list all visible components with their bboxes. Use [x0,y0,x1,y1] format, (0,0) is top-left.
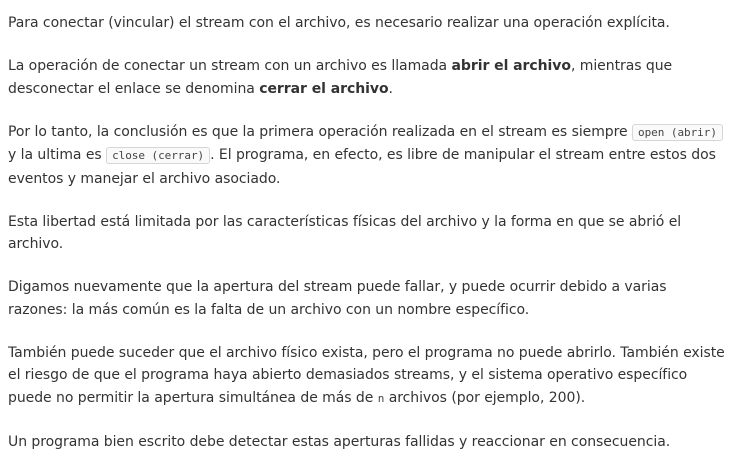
paragraph-well-written-program [8,431,726,454]
paragraph-text: También puede suceder que el archivo físico exista, pero el programa no puede abrirlo. También existe el riesgo de que el programa haya abierto demasiados streams, y el sistema operativo específico puede no permitir la apertura simultánea de más de [8,344,725,406]
paragraph-text: Para conectar (vincular) el stream con el archivo, es necesario realizar una operación explícita. [8,15,670,31]
paragraph-text: y la ultima es [8,147,107,163]
paragraph-text: . [388,80,393,97]
paragraph-open-close-definition [8,55,726,100]
code-close: close (cerrar) [106,147,210,164]
paragraph-too-many-streams [8,342,726,411]
paragraph-freedom-limited [8,211,726,256]
paragraph-text: La operación de conectar un stream con un archivo es llamada [8,58,452,74]
paragraph-open-may-fail [8,276,726,321]
paragraph-text: archivos (por ejemplo, 200). [384,389,586,406]
lesson-content [0,12,734,453]
paragraph-connect-stream [8,12,726,35]
paragraph-text: Un programa bien escrito debe detectar estas aperturas fallidas y reaccionar en consecuencia. [8,433,671,450]
code-n: n [377,391,385,405]
term-open-file: abrir el archivo [451,58,571,74]
paragraph-text: . El programa, en efecto, es libre de manipular el stream entre estos dos eventos y manejar el archivo asociado. [8,147,716,187]
term-close-file: cerrar el archivo [259,80,389,97]
paragraph-text: Por lo tanto, la conclusión es que la primera operación realizada en el stream es siempre [8,123,633,140]
paragraph-operation-order [8,121,726,191]
paragraph-text: Esta libertad está limitada por las características físicas del archivo y la forma en que se abrió el archivo. [8,213,682,252]
paragraph-text: , mientras que desconectar el enlace se denomina [8,58,673,97]
code-open: open (abrir) [632,124,723,141]
paragraph-text: Digamos nuevamente que la apertura del stream puede fallar, y puede ocurrir debido a varias razones: la más común es la falta de un archivo con un nombre específico. [8,279,667,318]
